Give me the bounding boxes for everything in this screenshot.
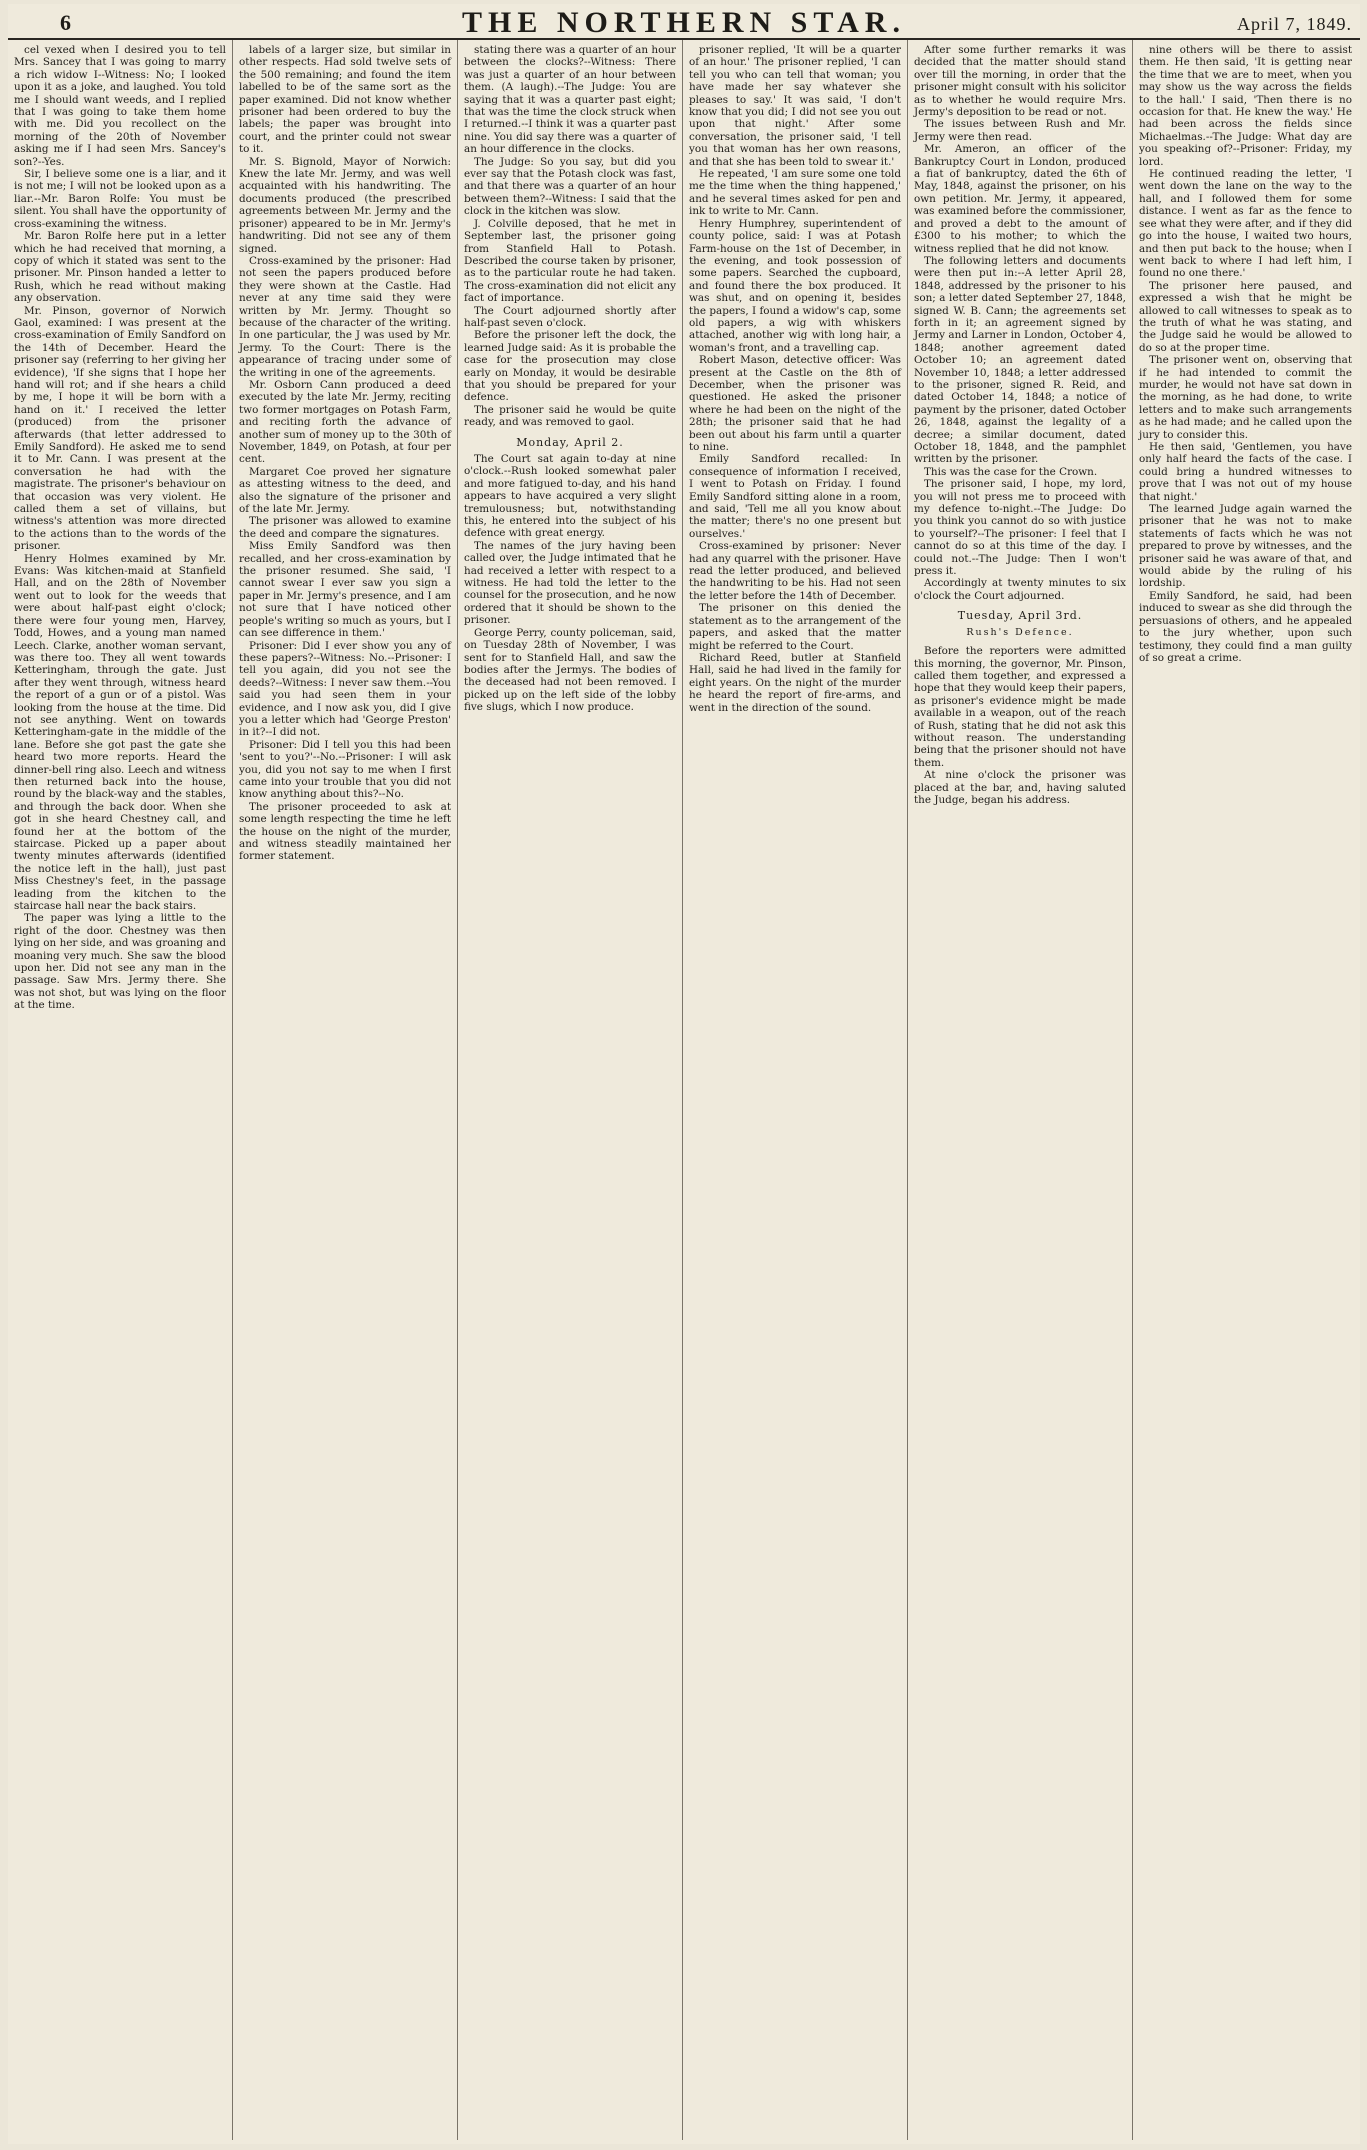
paragraph: Mr. Ameron, an officer of the Bankruptcy Court in London, produced a fiat of bankruptcy, dated the 6th of May, 1848, against the prisoner, on his own petition. Mr. Jermy, it appeared, was examined before the commissioner, and proved a debt to the amount of £300 to his mother; to which the witness replied that he did not know. bbox=[914, 143, 1126, 255]
masthead bbox=[8, 4, 1360, 40]
section-heading: Monday, April 2. bbox=[516, 435, 624, 449]
paragraph: Mr. Baron Rolfe here put in a letter which he had received that morning, a copy of which it stated was sent to the prisoner. Mr. Pinson handed a letter to Rush, which he read without making any observation. bbox=[14, 230, 226, 305]
paragraph: Emily Sandford recalled: In consequence of information I received, I went to Potash on Friday. I found Emily Sandford sitting alone in a room, and said, 'Tell me all you know about the matter; there's no one present but ourselves.' bbox=[689, 453, 901, 540]
paragraph: The prisoner said, I hope, my lord, you will not press me to proceed with my defence to-night.--The Judge: Do you think you cannot do so with justice to yourself?--The prisoner: I feel that I cannot do so at this time of the day. I could not.--The Judge: Then I won't press it. bbox=[914, 478, 1126, 578]
paragraph: The Court adjourned shortly after half-past seven o'clock. bbox=[464, 304, 676, 329]
section-subheading: Rush's Defence. bbox=[966, 626, 1074, 638]
paragraph: The names of the jury having been called over, the Judge intimated that he had received a letter with respect to a witness. He had told the letter to the counsel for the prosecution, and he now ordered that it should be shown to the prisoner. bbox=[464, 539, 677, 627]
paragraph: The prisoner on this denied the statement as to the arrangement of the papers, and asked that the matter might be referred to the Court. bbox=[689, 602, 901, 652]
column-6 bbox=[1133, 40, 1358, 2140]
paragraph: Cross-examined by the prisoner: Had not seen the papers produced before they were shown at the Castle. Had never at any time said they were written by Mr. Jermy. Thought so because of the character of the writing. In one particular, the J was used by Mr. Jermy. To the Court: There is the appearance of tracing under some of the writing in one of the agreements. bbox=[239, 254, 451, 379]
paragraph: The prisoner proceeded to ask at some length respecting the time he left the house on the night of the murder, and witness steadily maintained her former statement. bbox=[239, 800, 451, 863]
newspaper-title: THE NORTHERN STAR. bbox=[462, 6, 906, 39]
paragraph: Mr. S. Bignold, Mayor of Norwich: Knew the late Mr. Jermy, and was well acquainted with his handwriting. The documents produced (the prescribed agreements between Mr. Jermy and the prisoner) appeared to be in Mr. Jermy's handwriting. Did not see any of them signed. bbox=[239, 155, 451, 255]
column-4 bbox=[683, 40, 908, 2140]
paragraph: Cross-examined by prisoner: Never had any quarrel with the prisoner. Have read the letter produced, and believed the handwriting to be his. Had not seen the letter before the 14th of December. bbox=[689, 540, 901, 602]
paragraph: Accordingly at twenty minutes to six o'clock the Court adjourned. bbox=[914, 577, 1126, 602]
page-number: 6 bbox=[60, 10, 71, 35]
paragraph: At nine o'clock the prisoner was placed at the bar, and, having saluted the Judge, began his address. bbox=[914, 769, 1126, 806]
paragraph: The learned Judge again warned the prisoner that he was not to make statements of facts which he was not prepared to prove by witnesses, and the prisoner said he was aware of that, and would abide by the ruling of his lordship. bbox=[1139, 503, 1352, 590]
paragraph: Miss Emily Sandford was then recalled, and her cross-examination by the prisoner resumed. She said, 'I cannot swear I ever saw you sign a paper in Mr. Jermy's presence, and I am not sure that I have noticed other people's writing so much as yours, but I can see difference in them.' bbox=[239, 540, 451, 640]
paragraph: Prisoner: Did I tell you this had been 'sent to you?'--No.--Prisoner: I will ask you, did you not say to me when I first came into your trouble that you did not know anything about this?--No. bbox=[239, 738, 451, 801]
paragraph: The prisoner went on, observing that if he had intended to commit the murder, he would not have sat down in the morning, as he had done, to write letters and to make such arrangements as he had made; and he called upon the jury to consider this. bbox=[1139, 354, 1352, 441]
paragraph: Henry Holmes examined by Mr. Evans: Was kitchen-maid at Stanfield Hall, and on the 28th of November went out to look for the weeds that were about half-past eight o'clock; there were four young men, Harvey, Todd, Howes, and a young man named Leech. Clarke, another woman servant, was there too. They all went towards Ketteringham, through the gate. Just after they went through, witness heard the report of a gun or of a pistol. Was looking from the house at the time. Did not see anything. Went on towards Ketteringham-gate in the middle of the lane. Before she got past the gate she heard two more reports. Heard the dinner-bell ring also. Leech and witness then returned back into the house, round by the black-way and the stables, and through the back door. When she got in she heard Chestney call, and found her at the bottom of the staircase. Picked up a paper about twenty minutes afterwards (identified the notice left in the hall), just past Miss Chestney's feet, in the passage leading from the kitchen to the staircase hall near the back stairs. bbox=[14, 552, 226, 913]
paragraph: Mr. Osborn Cann produced a deed executed by the late Mr. Jermy, reciting two former mortgages on Potash Farm, and reciting forth the advance of another sum of money up to the 30th of November, 1849, on Potash, at four per cent. bbox=[239, 378, 451, 466]
columns-container bbox=[8, 40, 1360, 2140]
paragraph: He repeated, 'I am sure some one told me the time when the thing happened,' and he several times asked for pen and ink to write to Mr. Cann. bbox=[689, 168, 901, 218]
paragraph: cel vexed when I desired you to tell Mrs. Sancey that I was going to marry a rich widow I--Witness: No; I looked upon it as a joke, and laughed. You told me I should want weeds, and I replied that I was going to take them home with me. Did you recollect on the morning of the 20th of November asking me if I had seen Mrs. Sancey's son?--Yes. bbox=[14, 44, 226, 168]
column-5 bbox=[908, 40, 1133, 2140]
paragraph: Before the reporters were admitted this morning, the governor, Mr. Pinson, called them together, and expressed a hope that they would keep their papers, as prisoner's evidence might be made available in a weapon, out of the reach of Rush, stating that he did not ask this without reason. The understanding being that the prisoner should not have them. bbox=[914, 645, 1126, 769]
paragraph: Mr. Pinson, governor of Norwich Gaol, examined: I was present at the cross-examination of Emily Sandford on the 14th of December. Heard the prisoner say (referring to her giving her evidence), 'If she signs that I hope her hand will rot; and if she hears a child by me, I hope it will be born with a hand on it.' I received the letter (produced) from the prisoner afterwards (that letter addressed to Emily Sandford). He asked me to send it to Mr. Cann. I was present at the conversation he had with the magistrate. The prisoner's behaviour on that occasion was very violent. He called them a set of villains, but witness's attention was more directed to the actions than to the words of the prisoner. bbox=[14, 304, 226, 553]
paragraph: George Perry, county policeman, said, on Tuesday 28th of November, I was sent for to Stanfield Hall, and saw the bodies after the Jermys. The bodies of the deceased had not been removed. I picked up on the left side of the lobby five slugs, which I now produce. bbox=[464, 626, 676, 714]
paragraph: Before the prisoner left the dock, the learned Judge said: As it is probable the case for the prosecution may close early on Monday, it would be desirable that you should be prepared for your defence. bbox=[464, 329, 676, 404]
section-heading: Tuesday, April 3rd. bbox=[957, 609, 1083, 623]
paragraph: The prisoner was allowed to examine the deed and compare the signatures. bbox=[239, 515, 451, 540]
paragraph: J. Colville deposed, that he met in September last, the prisoner going from Stanfield Hall to Potash. Described the course taken by prisoner, as to the particular route he had taken. The cross-examination did not elicit any fact of importance. bbox=[464, 217, 676, 305]
paragraph: Emily Sandford, he said, had been induced to swear as she did through the persuasions of others, and he appealed to the jury whether, upon such testimony, they could find a man guilty of so great a crime. bbox=[1139, 589, 1352, 664]
paragraph: Henry Humphrey, superintendent of county police, said: I was at Potash Farm-house on the 1st of December, in the evening, and took possession of some papers. Searched the cupboard, and found there the box produced. It was shut, and on opening it, besides the papers, I found a widow's cap, some old papers, a wig with whiskers attached, another wig with long hair, a woman's front, and a travelling cap. bbox=[689, 217, 901, 354]
paragraph: stating there was a quarter of an hour between the clocks?--Witness: There was just a quarter of an hour between them. (A laugh).--The Judge: You are saying that it was a quarter past eight; that was the time the clock struck when I returned.--I think it was a quarter past nine. You did say there was a quarter of an hour difference in the clocks. bbox=[464, 44, 676, 156]
paragraph: Margaret Coe proved her signature as attesting witness to the deed, and also the signature of the prisoner and of the late Mr. Jermy. bbox=[239, 465, 451, 516]
paragraph: He continued reading the letter, 'I went down the lane on the way to the hall, and I followed them for some distance. I went as far as the fence to see what they were after, and if they did go into the house, I waited two hours, and then put back to the house; when I went back to where I had left him, I found no one there.' bbox=[1139, 168, 1352, 280]
paragraph: The prisoner said he would be quite ready, and was removed to gaol. bbox=[464, 403, 676, 429]
paragraph: The Judge: So you say, but did you ever say that the Potash clock was fast, and that there was a quarter of an hour between them?--Witness: I said that the clock in the kitchen was slow. bbox=[464, 155, 676, 218]
issue-date: April 7, 1849. bbox=[1237, 14, 1352, 34]
paragraph: This was the case for the Crown. bbox=[924, 465, 1098, 478]
paragraph: Sir, I believe some one is a liar, and it is not me; I will not be looked upon as a liar.--Mr. Baron Rolfe: You must be silent. You shall have the opportunity of cross-examining the witness. bbox=[14, 168, 226, 230]
paragraph: The prisoner here paused, and expressed a wish that he might be allowed to call witnesses to speak as to the truth of what he was stating, and the Judge said he would be allowed to do so at the proper time. bbox=[1139, 279, 1352, 354]
column-3 bbox=[458, 40, 683, 2140]
paragraph: The Court sat again to-day at nine o'clock.--Rush looked somewhat paler and more fatigued to-day, and his hand appears to have acquired a very slight tremulousness; but, notwithstanding this, he entered into the subject of his defence with great energy. bbox=[464, 453, 676, 540]
newspaper-page bbox=[8, 4, 1360, 2144]
paragraph: nine others will be there to assist them. He then said, 'It is getting near the time that we are to meet, when you may show us the way across the fields to the hall.' I said, 'Then there is no occasion for that. He knew the way.' He had been across the fields since Michaelmas.--The Judge: What day are you speaking of?--Prisoner: Friday, my lord. bbox=[1139, 44, 1352, 168]
paragraph: labels of a larger size, but similar in other respects. Had sold twelve sets of the 500 remaining; and found the item labelled to be of the same sort as the paper examined. Did not know whether prisoner had been ordered to buy the labels; the paper was brought into court, and the printer could not swear to it. bbox=[239, 44, 451, 156]
paragraph: The paper was lying a little to the right of the door. Chestney was then lying on her side, and was groaning and moaning very much. She saw the blood upon her. Did not see any man in the passage. Saw Mrs. Jermy there. She was not shot, but was lying on the floor at the time. bbox=[14, 912, 226, 1012]
paragraph: He then said, 'Gentlemen, you have only half heard the facts of the case. I could bring a hundred witnesses to prove that I was not out of my house that night.' bbox=[1139, 441, 1352, 503]
paragraph: Robert Mason, detective officer: Was present at the Castle on the 8th of December, when the prisoner was questioned. He asked the prisoner where he had been on the night of the 28th; the prisoner said that he had been out about his farm until a quarter to nine. bbox=[689, 354, 901, 453]
paragraph: The issues between Rush and Mr. Jermy were then read. bbox=[914, 118, 1126, 143]
paragraph: prisoner replied, 'It will be a quarter of an hour.' The prisoner replied, 'I can tell you who can tell that woman; you have made her say whatever she pleases to say.' It was said, 'I don't know that you did; I did not see you out upon that night.' After some conversation, the prisoner said, 'I tell you that woman has her own reasons, and that she has been told to swear it.' bbox=[689, 44, 901, 168]
column-2 bbox=[233, 40, 458, 2140]
paragraph: Prisoner: Did I ever show you any of these papers?--Witness: No.--Prisoner: I tell you again, did you not see the deeds?--Witness: I never saw them.--You said you had seen them in your evidence, and I now ask you, did I give you a letter which had 'George Preston' in it?--I did not. bbox=[239, 639, 451, 739]
paragraph: Richard Reed, butler at Stanfield Hall, said he had lived in the family for eight years. On the night of the murder he heard the report of fire-arms, and went in the direction of the sound. bbox=[689, 651, 901, 714]
paragraph: The following letters and documents were then put in:--A letter April 28, 1848, addressed by the prisoner to his son; a letter dated September 27, 1848, signed W. B. Cann; the agreements set forth in it; an agreement signed by Jermy and Larner in London, October 4, 1848; another agreement dated October 10; an agreement dated November 10, 1848; a letter addressed to the prisoner, signed R. Reid, and dated October 14, 1848; a notice of payment by the prisoner, dated October 26, 1848, against the legality of a decree; a similar document, dated October 18, 1848, and the pamphlet written by the prisoner. bbox=[914, 254, 1126, 466]
paragraph: After some further remarks it was decided that the matter should stand over till the morning, in order that the prisoner might consult with his solicitor as to whether he would require Mrs. Jermy's deposition to be read or not. bbox=[914, 44, 1126, 119]
column-1 bbox=[8, 40, 233, 2140]
